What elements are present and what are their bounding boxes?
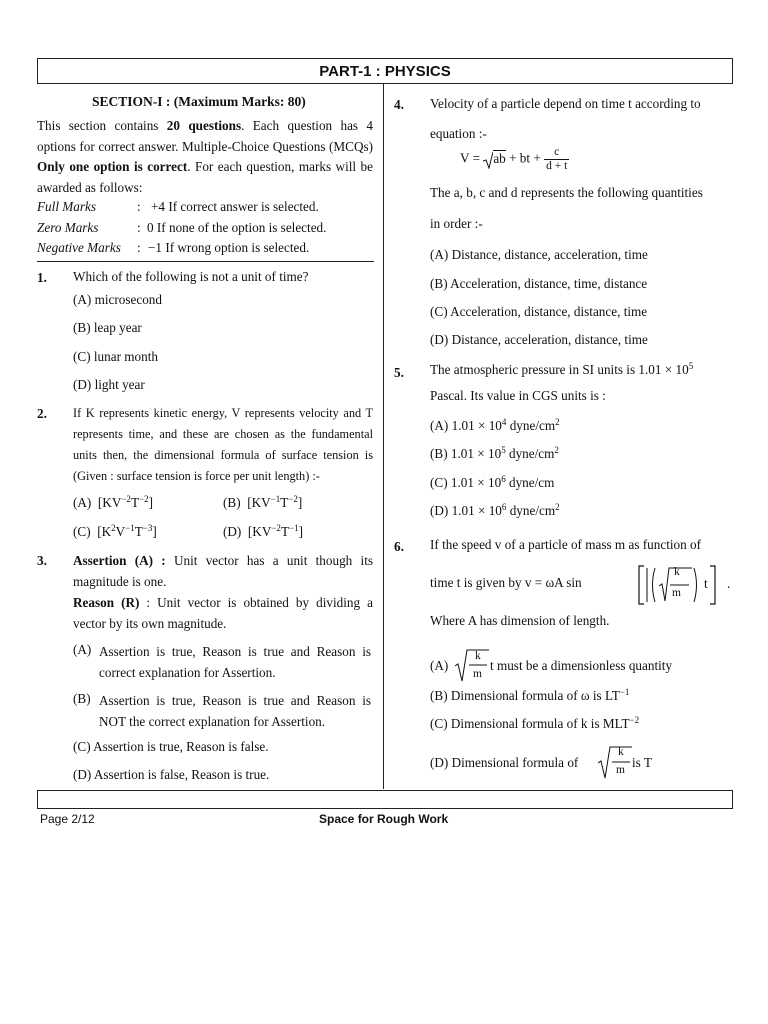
- intro-bold-2: Only one option is correct: [37, 159, 188, 174]
- q5-option-a-unit: dyne/cm: [506, 418, 556, 433]
- marks-label-zero: Zero Marks: [37, 220, 99, 235]
- q4-text-4: in order :-: [430, 216, 483, 231]
- q6-option-a-m: m: [473, 668, 482, 680]
- q3-reason: [73, 593, 373, 634]
- q6-option-a-label: (A): [430, 658, 449, 673]
- q6-option-c-exp: −2: [629, 715, 640, 725]
- q6-text-3: Where A has dimension of length.: [430, 613, 610, 628]
- q5-number: 5.: [394, 365, 404, 380]
- q5-option-b-text: (B) 1.01 × 10: [430, 446, 502, 461]
- q4-equation: [460, 146, 569, 173]
- q5-option-b-exp: 5: [501, 445, 506, 455]
- q3-number: 3.: [37, 553, 47, 568]
- q1-option-a[interactable]: (A) microsecond: [73, 292, 162, 307]
- q5-option-d-text: (D) 1.01 × 10: [430, 503, 502, 518]
- q3-option-b[interactable]: Assertion is true, Reason is true and Reason is NOT the correct explanation for Assertion.: [99, 693, 371, 729]
- q5-option-b[interactable]: [430, 446, 559, 462]
- q2-option-b[interactable]: (B) $[KV^{-1}T^{-2}]$: [223, 494, 303, 510]
- q3-option-a[interactable]: Assertion is true, Reason is true and Reason is correct explanation for Assertion.: [99, 644, 371, 680]
- q3-option-b-label: (B): [73, 691, 91, 706]
- q6-dot: .: [727, 576, 731, 591]
- sqrt-symbol: [483, 151, 493, 169]
- q4-text-2: equation :-: [430, 126, 487, 141]
- q5-option-d[interactable]: [430, 503, 560, 519]
- page-title: PART-1 : PHYSICS: [37, 58, 733, 84]
- q6-text-2-main: time t is given by v = ωA sin: [430, 575, 582, 590]
- q5-option-a-text: (A) 1.01 × 10: [430, 418, 502, 433]
- q2-option-d[interactable]: (D) $[KV^{-2}T^{-1}]$: [223, 523, 303, 539]
- q6-text-1: If the speed v of a particle of mass m as function of: [430, 537, 701, 552]
- marks-text-full: +4 If correct answer is selected.: [151, 199, 319, 214]
- q2-option-c[interactable]: (C) $[K^2V^{-1}T^{-3}]$: [73, 523, 157, 539]
- q6-option-c[interactable]: [430, 716, 639, 732]
- q6-option-d-m: m: [616, 764, 625, 776]
- q6-option-a-k: k: [475, 650, 481, 662]
- q5-option-b-unit-exp: 2: [554, 445, 559, 455]
- q4-eq-numerator: c: [544, 146, 569, 160]
- intro-bold-1: 20 questions: [166, 118, 242, 133]
- q5-option-c-text: (C) 1.01 × 10: [430, 475, 502, 490]
- q6-option-a-text[interactable]: t must be a dimensionless quantity: [490, 658, 673, 673]
- q4-eq-denominator: d + t: [546, 160, 568, 172]
- marks-colon-zero: :: [137, 220, 141, 235]
- q5-option-c-exp: 6: [501, 474, 506, 484]
- q6-t: t: [704, 576, 708, 591]
- q3-assertion-label: Assertion (A) :: [73, 553, 166, 568]
- marks-label-full: Full Marks: [37, 199, 96, 214]
- column-divider: [383, 84, 384, 789]
- q5-text-2: Pascal. Its value in CGS units is :: [430, 388, 606, 403]
- q5-text-1-main: The atmospheric pressure in SI units is 1.01 × 10: [430, 362, 689, 377]
- q3-option-c[interactable]: (C) Assertion is true, Reason is false.: [73, 739, 269, 754]
- q6-option-d-text: (D) Dimensional formula of: [430, 755, 579, 770]
- q6-option-c-text: (C) Dimensional formula of k is MLT: [430, 716, 630, 731]
- section-separator: [37, 261, 374, 262]
- intro-text-3: . For each question, marks will be awarded as follows:: [37, 159, 373, 195]
- q5-option-c[interactable]: [430, 475, 554, 491]
- q2-option-a[interactable]: (A) $[KV^{-2}T^{-2}]$: [73, 494, 153, 510]
- q4-eq-v: V =: [460, 150, 484, 166]
- section-heading: SECTION-I : (Maximum Marks: 80): [92, 94, 306, 109]
- q6-option-a-sqrt: [455, 648, 491, 686]
- intro-text-2: . Each question has 4 options for correct answer. Multiple-Choice Questions (MCQs): [37, 118, 374, 154]
- q4-text-1: Velocity of a particle depend on time t according to: [430, 96, 701, 111]
- rough-work-label: Space for Rough Work: [319, 812, 449, 826]
- q4-option-b[interactable]: (B) Acceleration, distance, time, distance: [430, 276, 648, 291]
- q6-option-a[interactable]: [430, 658, 448, 674]
- q2-option-c-label: (C): [73, 524, 91, 539]
- q1-option-d[interactable]: (D) light year: [73, 377, 145, 392]
- q6-option-d-k: k: [618, 746, 624, 758]
- q4-number: 4.: [394, 97, 404, 112]
- marks-text-zero: 0 If none of the option is selected.: [147, 220, 327, 235]
- q6-text-2: [430, 566, 582, 590]
- rough-work-box: [37, 790, 733, 809]
- q4-text-3: The a, b, c and d represents the following quantities: [430, 185, 703, 200]
- q2-text: If K represents kinetic energy, V represents velocity and T represents time, and these are chosen as the fundamental units then, the dimensional formula of surface tension is (Given : surface tension is force per unit length) :-: [73, 406, 373, 483]
- q4-eq-mid: + bt +: [505, 150, 545, 166]
- q3-reason-text: : Unit vector is obtained by dividing a vector by its own magnitude.: [73, 595, 374, 631]
- q2-option-d-label: (D): [223, 524, 242, 539]
- q6-option-d[interactable]: [430, 755, 578, 771]
- q2-option-a-label: (A): [73, 495, 92, 510]
- section-intro: [37, 116, 373, 198]
- marks-colon-full: :: [137, 199, 141, 214]
- q3-assertion: [73, 551, 373, 592]
- q6-option-d-end: is T: [632, 755, 652, 770]
- q5-text-1-exp: 5: [688, 361, 694, 371]
- q2-number: 2.: [37, 406, 47, 421]
- q5-option-d-unit-exp: 2: [555, 502, 560, 512]
- page-number: Page 2/12: [40, 812, 95, 826]
- q5-option-a-exp: 4: [501, 417, 507, 427]
- intro-text-1: This section contains: [37, 118, 167, 133]
- q5-option-a-unit-exp: 2: [555, 417, 560, 427]
- q5-option-c-unit: dyne/cm: [505, 475, 555, 490]
- q3-option-a-label: (A): [73, 642, 92, 657]
- q4-eq-fraction: [544, 146, 569, 173]
- q3-option-d[interactable]: (D) Assertion is false, Reason is true.: [73, 767, 270, 782]
- marks-text-negative: −1 If wrong option is selected.: [148, 240, 310, 255]
- q6-option-b-exp: −1: [619, 687, 630, 697]
- q1-option-c[interactable]: (C) lunar month: [73, 349, 158, 364]
- q2-option-b-label: (B): [223, 495, 241, 510]
- q5-option-b-unit: dyne/cm: [505, 446, 555, 461]
- q5-option-a[interactable]: [430, 418, 560, 434]
- q1-option-b[interactable]: (B) leap year: [73, 320, 142, 335]
- q4-option-d[interactable]: (D) Distance, acceleration, distance, time: [430, 332, 648, 347]
- q4-eq-ab: ab: [493, 150, 506, 166]
- q1-text: Which of the following is not a unit of time?: [73, 269, 309, 284]
- q6-frac-m: m: [672, 587, 681, 599]
- q4-option-a[interactable]: (A) Distance, distance, acceleration, time: [430, 247, 648, 262]
- q3-reason-label: Reason (R): [73, 595, 140, 610]
- q1-number: 1.: [37, 270, 47, 285]
- marks-colon-negative: :: [137, 240, 141, 255]
- marks-label-negative: Negative Marks: [37, 240, 121, 255]
- q5-option-d-exp: 6: [501, 502, 507, 512]
- q6-option-b[interactable]: [430, 688, 629, 704]
- q5-option-d-unit: dyne/cm: [506, 503, 556, 518]
- q3-assertion-text: Unit vector has a unit though its magnitude is one.: [73, 553, 374, 589]
- q6-frac-k: k: [674, 566, 680, 578]
- q6-number: 6.: [394, 539, 404, 554]
- q5-text-1: [430, 362, 693, 378]
- q4-option-c[interactable]: (C) Acceleration, distance, distance, time: [430, 304, 648, 319]
- q6-option-b-text: (B) Dimensional formula of ω is LT: [430, 688, 620, 703]
